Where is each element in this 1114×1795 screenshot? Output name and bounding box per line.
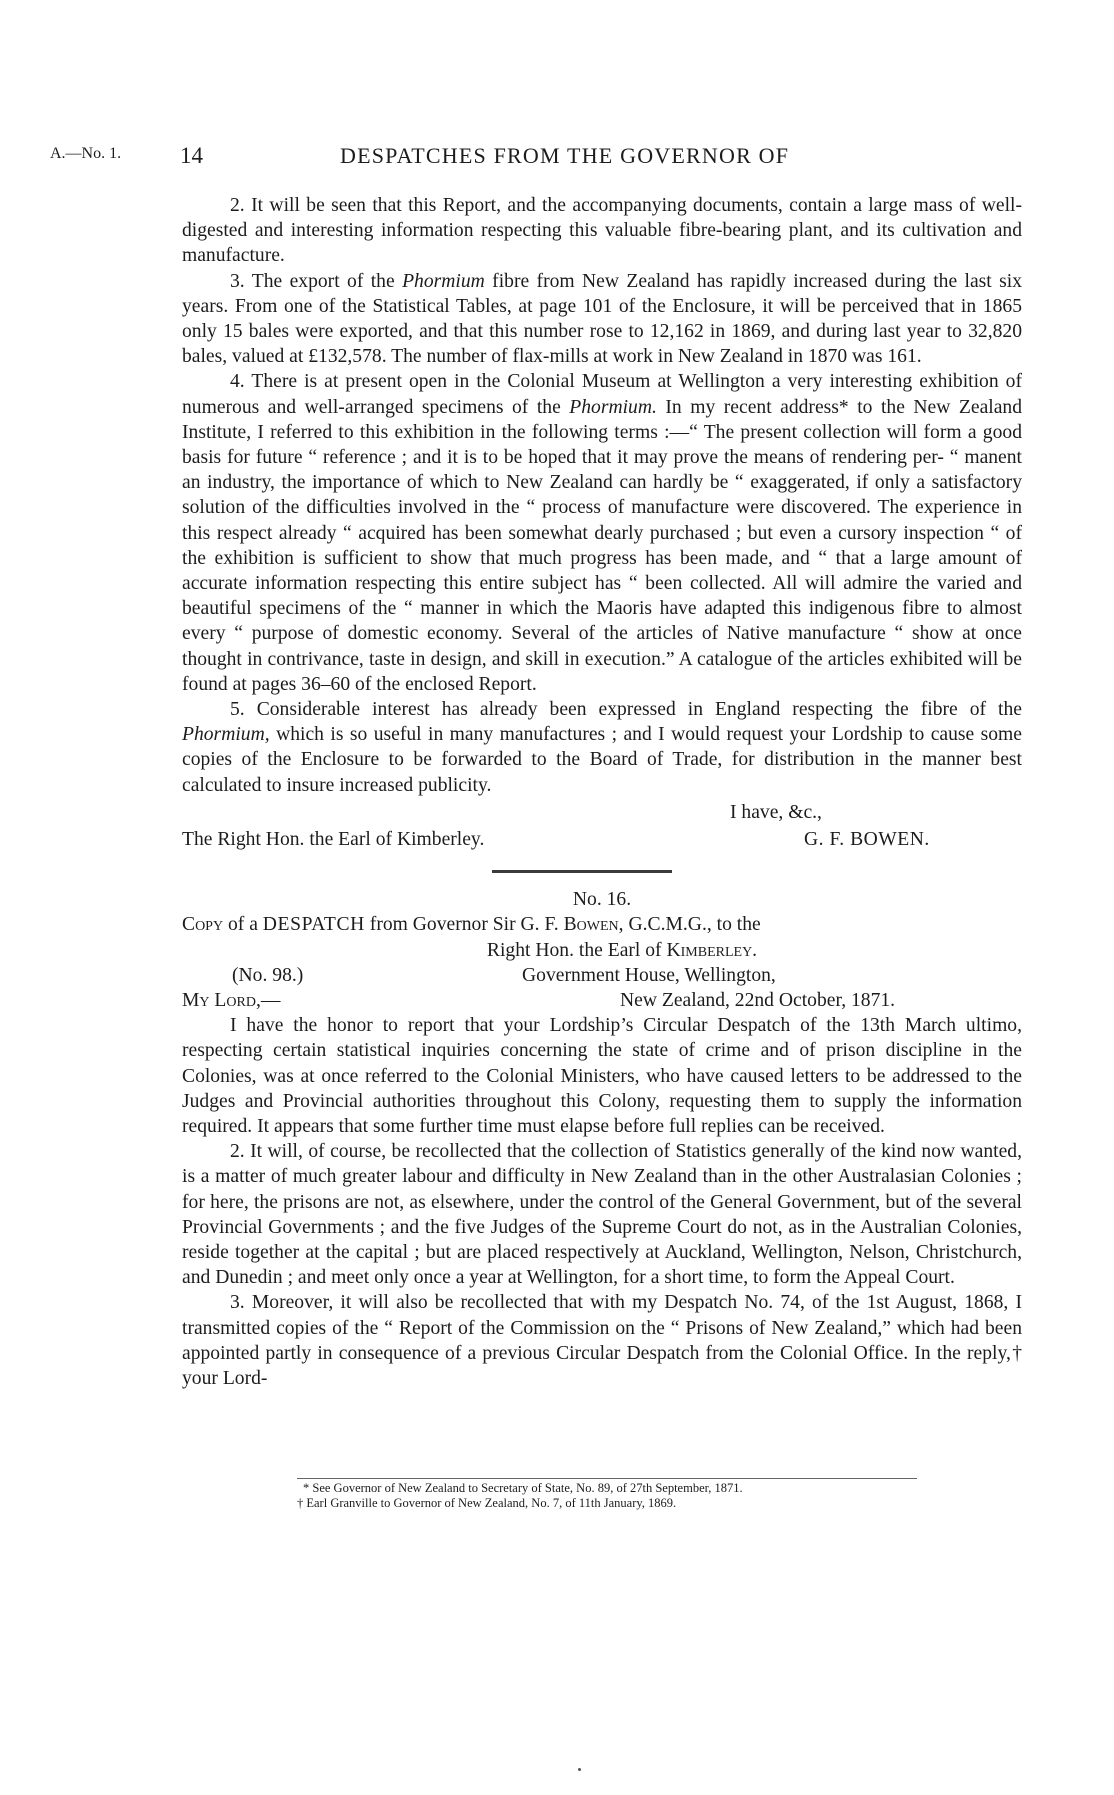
despatch-number: No. 16. (572, 889, 632, 911)
paragraph-4: 4. There is at present open in the Colonial Museum at Wellington a very interesting exhibition of numerous and well-arranged specimens of the Phormium. In my recent address* to the New Zealand Institute, I referred to this exhibition in the following terms :—“ The present collection will form a good basis for future “ reference ; and it is to be hoped that it may prove the means of rendering per- “ manent an industry, the importance of which to New Zealand can hardly be “ exaggerated, if only a satisfactory solution of the difficulties involved in the “ process of manufacture were discovered. The experience in this respect already “ acquired has been somewhat dearly purchased ; but even a cursory inspection “ of the exhibition is sufficient to show that much progress has been made, and “ that a large amount of accurate information respecting this entire subject has “ been collected. All will admire the varied and beautiful specimens of the “ manner in which the Maoris have adapted this indigenous fibre to almost every “ purpose of domestic economy. Several of the articles of Native manufacture “ show at once thought in contrivance, taste in design, and skill in execution.” A catalogue of the articles exhibited will be found at pages 36–60 of the enclosed Report. (182, 371, 1022, 695)
running-head (0, 143, 1114, 173)
valediction-row (182, 798, 1022, 823)
footnote-1: * See Governor of New Zealand to Secretary of State, No. 89, of 27th September, 1871. (303, 1481, 743, 1495)
addressee: The Right Hon. the Earl of Kimberley. (182, 829, 485, 851)
paper-reference: A.—No. 1. (50, 145, 122, 162)
valediction: I have, &c., (730, 801, 822, 823)
sender-address: Government House, Wellington, (522, 964, 776, 986)
phormium-italic: Phormium. (569, 396, 657, 418)
running-title: DESPATCHES FROM THE GOVERNOR OF (340, 143, 790, 168)
signature: G. F. BOWEN. (804, 829, 930, 851)
despatch-heading-line-2: Right Hon. the Earl of Kimberley. (486, 939, 758, 961)
footnotes (297, 1478, 917, 1511)
salutation-row (182, 988, 1022, 1013)
despatch-heading: Copy of a DESPATCH from Governor Sir G. F. Bowen, G.C.M.G., to the (182, 914, 761, 936)
address-row (182, 963, 1022, 988)
paragraph-2: 2. It will be seen that this Report, and the accompanying documents, contain a large mass of well-digested and interesting information respecting this valuable fibre-bearing plant, and its cultivation and manufacture. (182, 195, 1022, 267)
print-speck (578, 1768, 581, 1771)
phormium-italic: Phormium (402, 270, 485, 292)
signature-row (182, 823, 1022, 851)
paragraph-3: 3. The export of the Phormium fibre from New Zealand has rapidly increased during the last six years. From one of the Statistical Tables, at page 101 of the Enclosure, it will be perceived that in 1865 only 15 bales were exported, and that this number rose to 12,162 in 1869, and during last year to 32,820 bales, valued at £132,578. The number of flax-mills at work in New Zealand in 1870 was 161. (182, 270, 1022, 368)
page-number: 14 (180, 143, 203, 168)
despatch-paragraph-1: I have the honor to report that your Lordship’s Circular Despatch of the 13th March ultimo, respecting certain statistical inquiries concerning the state of crime and of prison discipline in the Colonies, was at once referred to the Colonial Ministers, who have caused letters to be addressed to the Judges and Provincial authorities throughout this Colony, requesting them to supply the information required. It appears that some further time must elapse before full replies can be received. (182, 1015, 1022, 1138)
footnote-2: † Earl Granville to Governor of New Zealand, No. 7, of 11th January, 1869. (297, 1496, 677, 1510)
document-body (182, 193, 1022, 1391)
section-divider (492, 870, 672, 873)
salutation: My Lord,— (182, 990, 281, 1012)
despatch-reference: (No. 98.) (232, 964, 304, 986)
despatch-paragraph-2: 2. It will, of course, be recollected that the collection of Statistics generally of the kind now wanted, is a matter of much greater labour and difficulty in New Zealand than in the other Australasian Colonies ; for here, the prisons are not, as elsewhere, under the control of the General Government, but of the several Provincial Governments ; and the five Judges of the Supreme Court do not, as in the Australian Colonies, reside together at the capital ; but are placed respectively at Auckland, Wellington, Nelson, Christchurch, and Dunedin ; and meet only once a year at Wellington, for a short time, to form the Appeal Court. (182, 1141, 1022, 1289)
despatch-paragraph-3: 3. Moreover, it will also be recollected that with my Despatch No. 74, of the 1st August, 1868, I transmitted copies of the “ Report of the Commission on the “ Prisons of New Zealand,” which had been appointed partly in consequence of a previous Circular Despatch from the Colonial Office. In the reply,† your Lord- (182, 1292, 1022, 1390)
phormium-italic: Phormium, (182, 724, 270, 746)
paragraph-5: 5. Considerable interest has already been expressed in England respecting the fibre of the Phormium, which is so useful in many manufactures ; and I would request your Lordship to cause some copies of the Enclosure to be forwarded to the Board of Trade, for distribution in the manner best calculated to insure increased publicity. (182, 699, 1022, 796)
despatch-date: New Zealand, 22nd October, 1871. (620, 990, 896, 1012)
